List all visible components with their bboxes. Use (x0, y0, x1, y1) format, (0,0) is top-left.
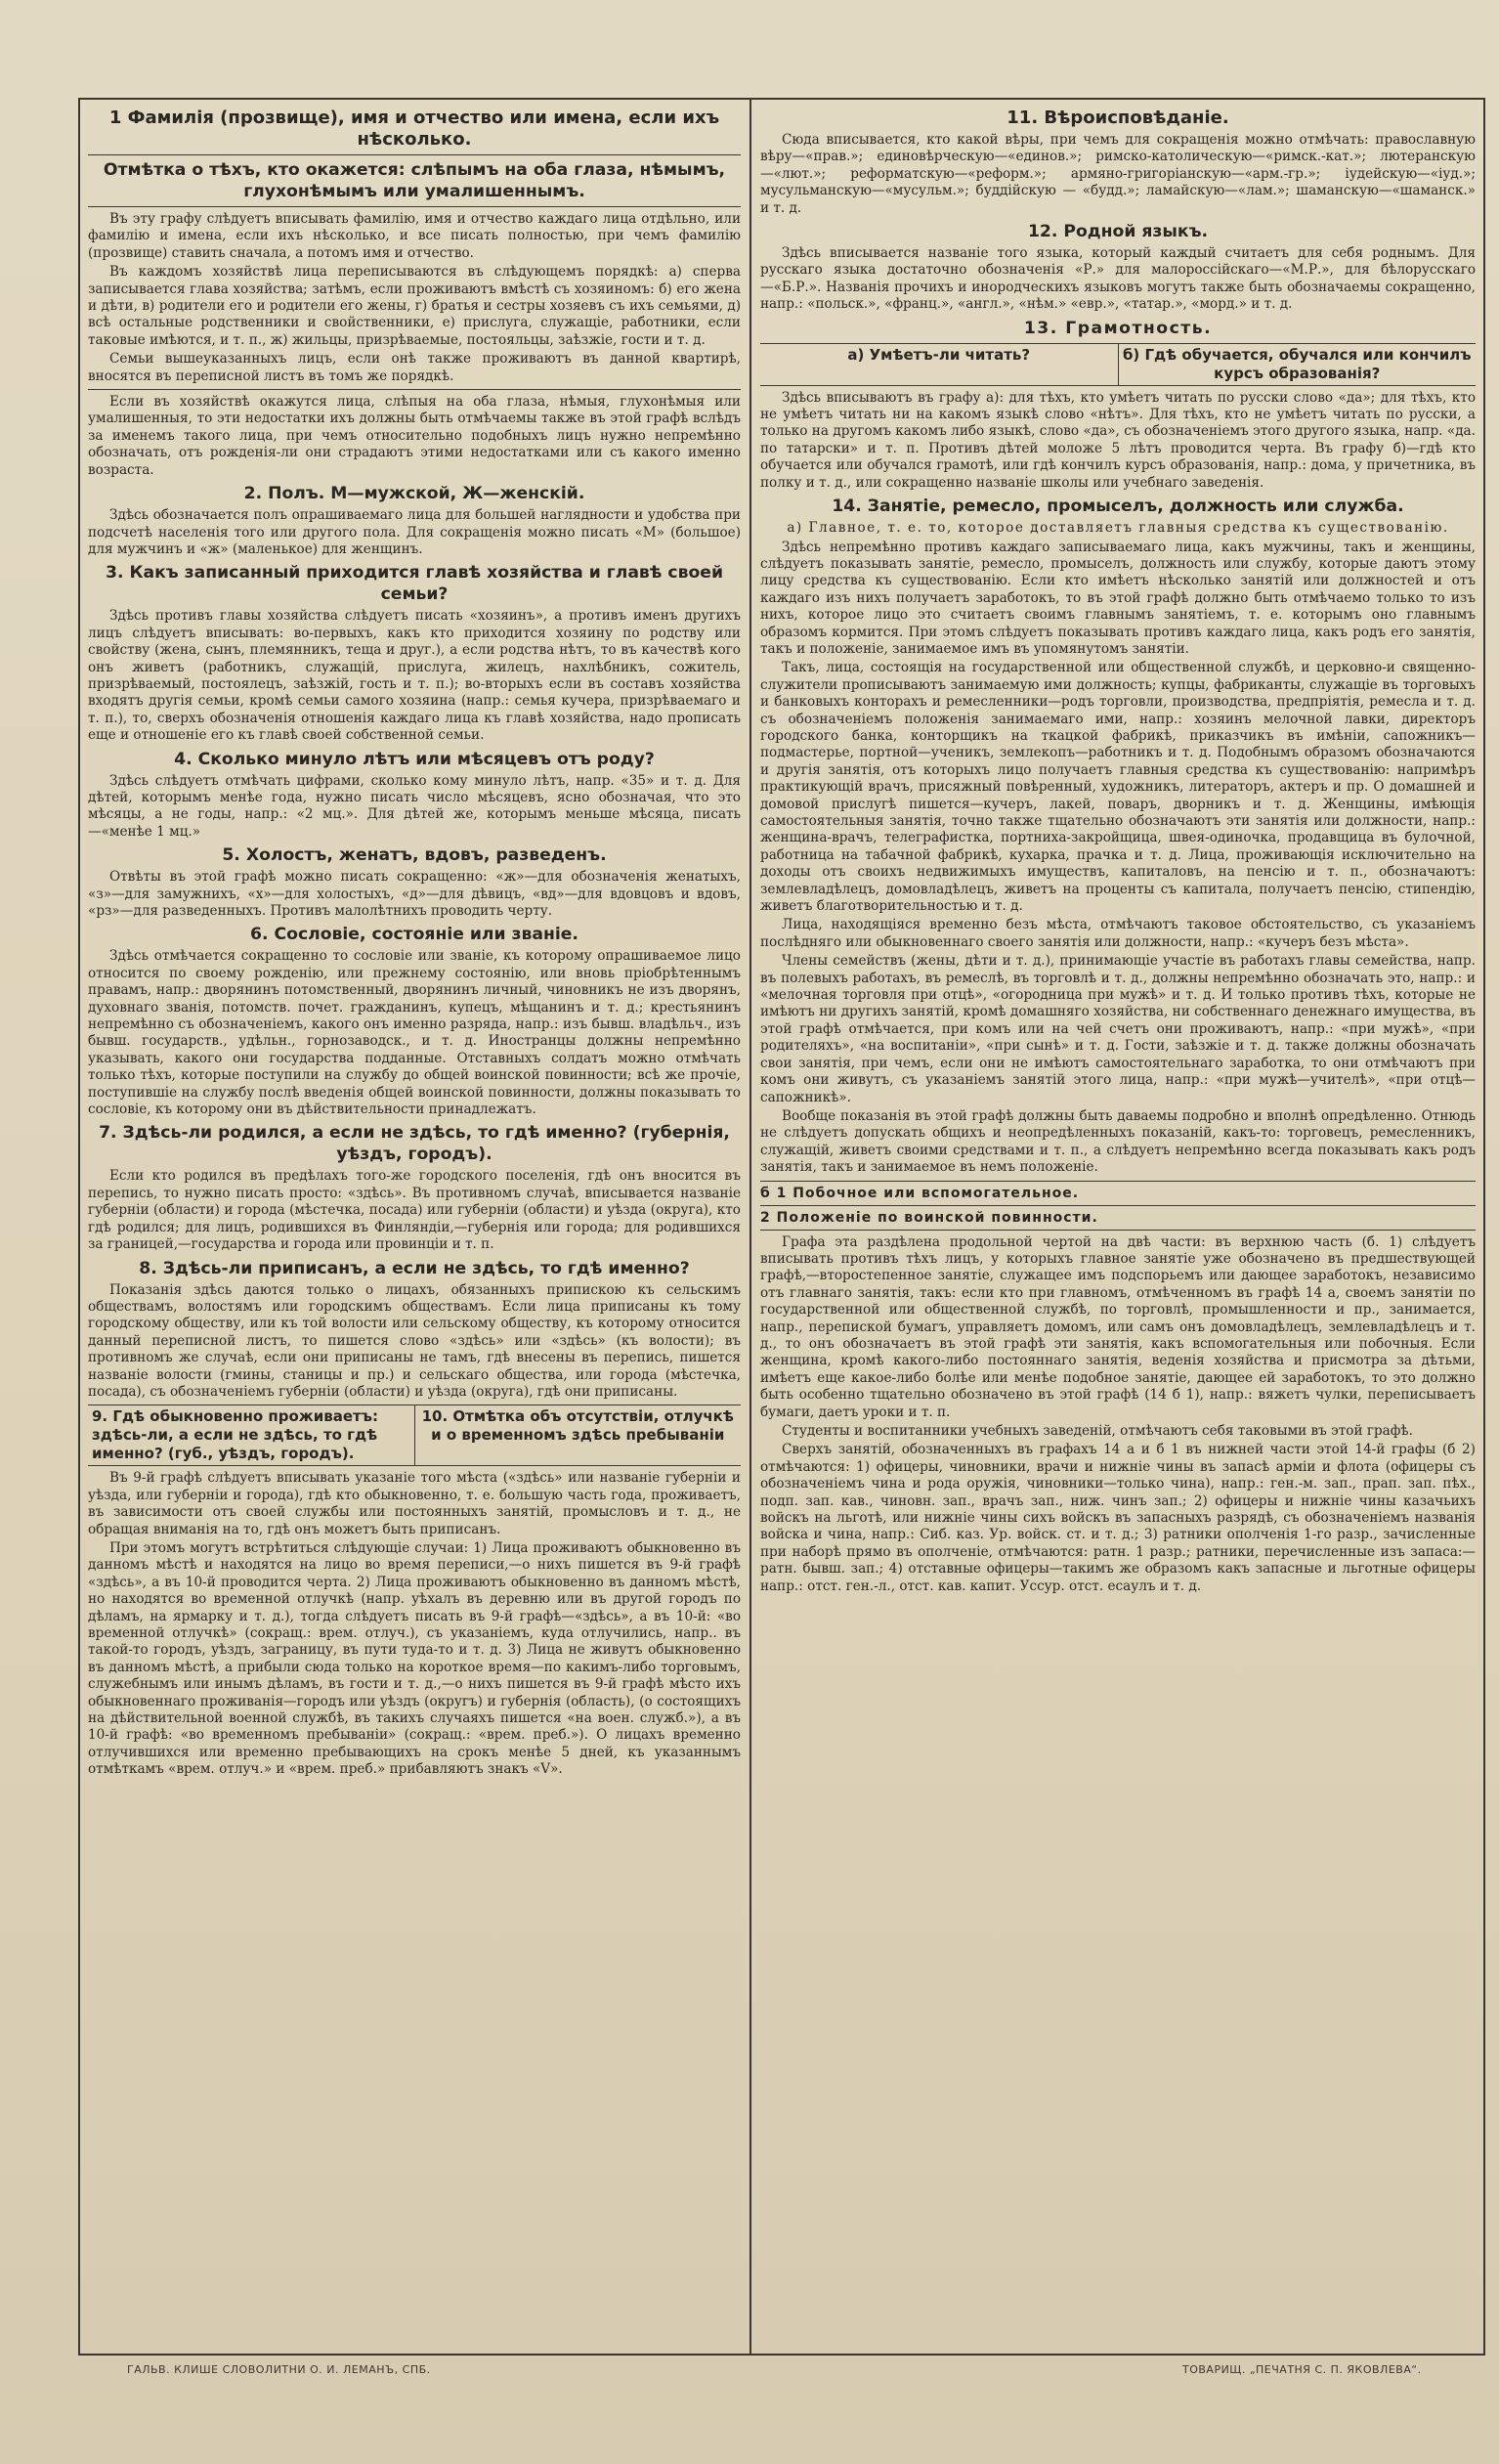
section-3-title: 3. Какъ записанный приходится главѣ хозяйства и главѣ своей семьи? (105, 563, 724, 605)
section-12-title: 12. Родной языкъ. (1027, 222, 1209, 242)
paragraph: Вообще показанія въ этой графѣ должны быть даваемы подробно и вполнѣ опредѣленно. Отнюдь не слѣдуетъ допускать общихъ и неопредѣленныхъ показаній, какъ-то: торговецъ, ремесленникъ, служащій, живетъ своими средствами и т. п., а слѣдуетъ непремѣнно всегда показывать какъ родъ занятія, такъ и занимаемое въ немъ положеніе. (760, 1107, 1476, 1176)
paragraph: Отвѣты въ этой графѣ можно писать сокращенно: «ж»—для обозначенія женатыхъ, «з»—для замужнихъ, «х»—для холостыхъ, «д»—для дѣвицъ, «вд»—для вдовцовъ и вдовъ, «рз»—для разведенныхъ. Противъ малолѣтнихъ проводить черту. (88, 869, 741, 919)
paragraph: Здѣсь слѣдуетъ отмѣчать цифрами, сколько кому минуло лѣтъ, напр. «35» и т. д. Для дѣтей, которымъ менѣе года, нужно писать число мѣсяцевъ, ясно обозначая, что это мѣсяцы, а не годы, напр.: «2 мц.». Для дѣтей же, которымъ меньше мѣсяца, писать—«менѣе 1 мц.» (88, 772, 741, 840)
paragraph: Члены семействъ (жены, дѣти и т. д.), принимающіе участіе въ работахъ главы семейства, напр. въ полевыхъ работахъ, въ ремеслѣ, въ торговлѣ и т. д., должны непремѣнно обозначать это, напр.: и «мелочная торговля при отцѣ», «огородница при мужѣ» и т. д. И только противъ тѣхъ, которые не имѣютъ ни другихъ занятій, кромѣ домашняго хозяйства, ни собственнаго денежнаго имущества, въ этой графѣ отмѣчается, при комъ или на чей счетъ они проживаютъ, напр.: «при мужѣ», «при родителяхъ», «на воспитаніи», «при сынѣ» и т. д. Гости, заѣзжіе и т. д. также должны обозначать свои занятія, при чемъ, если они не имѣютъ самостоятельнаго заработка, то они отмѣчаютъ при комъ они живутъ, съ указаніемъ занятій этого лица, напр.: «при мужѣ—учителѣ», «при отцѣ—сапожникѣ». (760, 953, 1476, 1105)
divider (88, 154, 741, 155)
section-13a-label: а) Умѣетъ-ли читать? (847, 345, 1031, 364)
paragraph: Здѣсь вписываютъ въ графу а): для тѣхъ, кто умѣетъ читать по русски слово «да»; для тѣхъ, кто не умѣетъ читать ни на какомъ языкѣ слово «нѣтъ». Для тѣхъ, кто не умѣетъ читать по русски, а только на другомъ какомъ либо языкѣ, слово «да», съ обозначеніемъ этого другого языка, напр. «да. по татарски» и т. п. Противъ дѣтей моложе 5 лѣтъ проводится черта. Въ графу б)—гдѣ кто обучается или обучался грамотѣ, или гдѣ кончилъ курсъ образованія, напр.: дома, у причетника, въ полку и т. д., или сокращенно названіе школы или учебнаго заведенія. (760, 389, 1476, 491)
section-2-title: 2. Полъ. М—мужской, Ж—женскій. (243, 484, 585, 504)
paragraph: Здѣсь отмѣчается сокращенно то сословіе или званіе, къ которому опрашиваемое лицо относится по своему рожденію, или прежнему состоянію, или вновь пріобрѣтеннымъ правамъ, напр.: дворянинъ потомственный, дворянинъ личный, чиновникъ не изъ дворянъ, духовнаго званія, потомств. почет. гражданинъ, купецъ, мѣщанинъ и т. д.; крестьянинъ непремѣнно съ обозначеніемъ, какого онъ именно разряда, напр.: изъ бывш. владѣльч., изъ бывш. государств., удѣльн., горнозаводск., и т. д. Иностранцы должны непремѣнно указывать, какого они государства подданные. Отставныхъ солдатъ можно отмѣчать только тѣхъ, которые поступили на службу до общей воинской повинности; всѣ же прочіе, поступившіе на службу послѣ введенія общей воинской повинности, должны показывать то сословіе, къ которому они въ дѣйствительности принадлежатъ. (88, 948, 741, 1118)
divider (760, 1230, 1476, 1231)
section-14a-label: а) Главное, т. е. то, которое доставляетъ главныя средства къ существованію. (787, 520, 1449, 537)
section-7-title: 7. Здѣсь-ли родился, а если не здѣсь, то гдѣ именно? (губернія, уѣздъ, городъ). (99, 1123, 730, 1165)
paragraph: Въ каждомъ хозяйствѣ лица переписываются въ слѣдующемъ порядкѣ: а) сперва записывается глава хозяйства; затѣмъ, если проживаютъ вмѣстѣ съ хозяиномъ: б) его жена и дѣти, в) родители его и родители его жены, г) братья и сестры хозяевъ съ ихъ семьями, д) всѣ остальные родственники и свойственники, е) прислуга, служащіе, работники, если таковые имѣются, и т. п., ж) жильцы, призрѣваемые, постояльцы, заѣзжіе, гости и т. д. (88, 264, 741, 348)
divider (88, 389, 741, 390)
paragraph: Здѣсь вписывается названіе того языка, который каждый считаетъ для себя роднымъ. Для русскаго языка достаточно обозначенія «Р.» для малороссійскаго—«М.Р.», для бѣлорусскаго—«Б.Р.». Названія прочихъ и инородческихъ языковъ могутъ также быть обозначаемы сокращенно, напр.: «польск.», «франц.», «англ.», «нѣм.» «евр.», «татар.», «морд.» и т. д. (760, 245, 1476, 313)
section-9-10-header (88, 1405, 741, 1466)
footer-left-imprint: ГАЛЬВ. КЛИШЕ СЛОВОЛИТНИ О. И. ЛЕМАНЪ, СПБ. (127, 2363, 431, 2376)
paragraph: Лица, находящіяся временно безъ мѣста, отмѣчаютъ таковое обстоятельство, съ указаніемъ послѣдняго или обыкновеннаго своего занятія или должности, напр.: «кучеръ безъ мѣста». (760, 917, 1476, 950)
paragraph: Если кто родился въ предѣлахъ того-же городского поселенія, гдѣ онъ вносится въ перепись, то нужно писать просто: «здѣсь». Въ противномъ случаѣ, вписывается названіе губерніи (области) и города (мѣстечка, посада) или губерніи (области) и уѣзда (округа), кто гдѣ родился; для лицъ, родившихся въ Финляндіи,—губернія или города; для родившихся за границей,—государства и города или провинціи и т. п. (88, 1168, 741, 1253)
section-13-subheader (760, 343, 1476, 386)
section-11-title: 11. Вѣроисповѣданіе. (1006, 108, 1229, 128)
paragraph: Здѣсь противъ главы хозяйства слѣдуетъ писать «хозяинъ», а противъ именъ другихъ лицъ слѣдуетъ вписывать: во-первыхъ, какъ кто приходится хозяину по родству или свойству (жена, сынъ, племянникъ, теща и друг.), а если родства нѣтъ, то въ качествѣ кого онъ живетъ (работникъ, служащій, прислуга, жилецъ, нахлѣбникъ, сожитель, призрѣваемый, постоялецъ, заѣзжій, гость и т. п.); во-вторыхъ если въ составъ хозяйства входятъ другія семьи, кромѣ семьи самого хозяина (напр.: семья кучера, призрѣваемаго и т. п.), то, сверхъ обозначенія отношенія каждаго лица къ главѣ хозяйства, надо прописать еще и отношеніе его къ главѣ своей собственной семьи. (88, 608, 741, 744)
section-6-title: 6. Сословіе, состояніе или званіе. (250, 925, 578, 945)
section-10-title: 10. Отмѣтка объ отсутствіи, отлучкѣ и о временномъ здѣсь пребываніи (414, 1405, 742, 1465)
section-14b1-label: б 1 Побочное или вспомогательное. (760, 1185, 1080, 1201)
paragraph: Студенты и воспитанники учебныхъ заведеній, отмѣчаютъ себя таковыми въ этой графѣ. (782, 1423, 1413, 1439)
section-1-title: 1 Фамилія (прозвище), имя и отчество или имена, если ихъ нѣсколько. (108, 108, 720, 150)
section-8-title: 8. Здѣсь-ли приписанъ, а если не здѣсь, то гдѣ именно? (139, 1258, 690, 1278)
paragraph: Сюда вписывается, кто какой вѣры, при чемъ для сокращенія можно отмѣчать: православную вѣру—«прав.»; единовѣрческую—«единов.»; римско-католическую—«римск.-кат.»; лютеранскую—«лют.»; реформатскую—«реформ.»; армяно-григоріанскую—«арм.-гр.»; іудейскую—«іуд.»; мусульманскую—«мусульм.»; буддійскую — «будд.»; ламайскую—«лам.»; шаманскую—«шаманск.» и т. д. (760, 132, 1476, 216)
paragraph: Здѣсь обозначается полъ опрашиваемаго лица для большей наглядности и удобства при подсчетѣ населенія того или другого пола. Для сокращенія можно писать «М» (большое) для мужчинъ и «ж» (маленькое) для женщинъ. (88, 507, 741, 557)
divider (760, 1181, 1476, 1182)
section-14-title: 14. Занятіе, ремесло, промыселъ, должность или служба. (832, 497, 1404, 517)
paragraph: Такъ, лица, состоящія на государственной или общественной службѣ, и церковно-и священно-служители прописываютъ занимаемую ими должность; купцы, фабриканты, служащіе въ торговыхъ и банковыхъ конторахъ и ремесленники—родъ торговли, производства, предпріятія, ремесла и т. д. съ обозначеніемъ положенія занимаемаго ими, напр.: хозяинъ мелочной лавки, директоръ городского банка, конторщикъ на ткацкой фабрикѣ, приказчикъ въ имѣніи, сапожникъ—подмастерье, портной—ученикъ, землекопъ—работникъ и т. д. Подобнымъ образомъ обозначаются и другія занятія, отъ которыхъ лицо получаетъ главныя средства къ существованію: напримѣръ практикующій врачъ, присяжный повѣренный, художникъ, литераторъ, актеръ и пр. О домашней и домовой прислугѣ пишется—кучеръ, лакей, поваръ, дворникъ и т. д. Женщины, имѣющія самостоятельныя занятія, точно также тщательно обозначаютъ эти занятія или должности, напр.: женщина-врачъ, телеграфистка, портниха-закройщица, швея-одиночка, продавщица въ булочной, работница на табачной фабрикѣ, кухарка, прачка и т. д. Лица, проживающія исключительно на доходы отъ своихъ недвижимыхъ имуществъ, капиталовъ, на пенсію и т. п., обозначаютъ: землевладѣлецъ, домовладѣлецъ, живетъ на проценты съ капитала, получаетъ пенсію, стипендію, живетъ благотворительностью и т. д. (760, 660, 1476, 915)
section-4-title: 4. Сколько минуло лѣтъ или мѣсяцевъ отъ роду? (174, 749, 655, 769)
paragraph: Если въ хозяйствѣ окажутся лица, слѣпыя на оба глаза, нѣмыя, глухонѣмыя или умалишенныя, то эти недостатки ихъ должны быть отмѣчаемы также въ этой графѣ вслѣдъ за именемъ такого лица, при чемъ относительно подобныхъ лицъ нужно непремѣнно обозначать, отъ рожденія-ли они страдаютъ этими недостатками или съ какого именно возраста. (88, 394, 741, 478)
paragraph: Графа эта раздѣлена продольной чертой на двѣ части: въ верхнюю часть (б. 1) слѣдуетъ вписывать противъ тѣхъ лицъ, у которыхъ главное занятіе уже обозначено въ предшествующей графѣ,—второстепенное занятіе, служащее имъ подспорьемъ или дающее заработокъ, независимо отъ главнаго занятія, такъ: если кто при главномъ, отмѣченномъ въ графѣ 14 а, своемъ занятіи по государственной или общественной службѣ, по торговлѣ, промышленности и пр., занимается, напр., перепиской бумагъ, управляетъ домомъ, или самъ онъ домовладѣлецъ, землевладѣлецъ и т. д., то онъ обозначаетъ въ этой графѣ эти занятія, какъ вспомогательныя или побочныя. Если женщина, кромѣ какого-либо постояннаго занятія, веденія хозяйства и присмотра за дѣтьми, имѣетъ еще какое-либо болѣе или менѣе подобное занятіе, дающее ей заработокъ, то это должно быть особенно тщательно обозначено въ этой графѣ (14 б 1), напр.: вяжетъ чулки, переписываетъ бумаги, даетъ уроки и т. п. (760, 1233, 1476, 1420)
section-13b-label: б) Гдѣ обучается, обучался или кончилъ курсъ образованія? (1118, 344, 1477, 385)
column-divider (750, 98, 751, 2356)
paragraph: Семьи вышеуказанныхъ лицъ, если онѣ также проживаютъ въ данной квартирѣ, вносятся въ переписной листъ въ томъ же порядкѣ. (88, 351, 741, 384)
left-column (88, 104, 741, 2348)
divider (88, 206, 741, 207)
paragraph: Въ эту графу слѣдуетъ вписывать фамилію, имя и отчество каждаго лица отдѣльно, или фамилію и имена, если ихъ нѣсколько, и все писать полностью, при чемъ фамилію (прозвище) ставить сначала, а потомъ имя и отчество. (88, 211, 741, 261)
section-5-title: 5. Холостъ, женатъ, вдовъ, разведенъ. (222, 845, 607, 866)
right-column (760, 104, 1476, 2348)
section-9-title: 9. Гдѣ обыкновенно проживаетъ: здѣсь-ли, а если не здѣсь, то гдѣ именно? (губ., уѣздъ, городъ). (92, 1407, 378, 1463)
footer-right-imprint: ТОВАРИЩ. „ПЕЧАТНЯ С. П. ЯКОВЛЕВА“. (1182, 2363, 1422, 2376)
divider (760, 1205, 1476, 1206)
paragraph: Сверхъ занятій, обозначенныхъ въ графахъ 14 а и б 1 въ нижней части этой 14-й графы (б 2) отмѣчаются: 1) офицеры, чиновники, врачи и нижніе чины въ запасѣ арміи и флота (офицеры съ обозначеніемъ чина и рода оружія, чиновники—только чина), напр.: ген.-м. зап., прап. зап. пѣх., подп. зап. кав., чиновн. зап., врачъ зап., ниж. чинъ зап.; 2) офицеры и нижніе чины казачьихъ войскъ на льготѣ, или нижніе чины сихъ войскъ въ запасныхъ разрядѣ, съ обозначеніемъ названія войска и чина, напр.: Сиб. каз. Ур. войск. ст. и т. д.; 3) ратники ополченія 1-го разр., зачисленные при наборѣ прямо въ ополченіе, отмѣчаются: ратн. 1 разр.; ратники, перечисленные изъ запаса:—ратн. бывш. зап.; 4) отставные офицеры—такимъ же образомъ какъ запасные и льготные офицеры напр.: отст. ген.-л., отст. кав. капит. Уссур. отст. есаулъ и т. д. (760, 1442, 1476, 1594)
paragraph: Показанія здѣсь даются только о лицахъ, обязанныхъ припискою къ сельскимъ обществамъ, волостямъ или городскимъ обществамъ. Если лица приписаны къ тому городскому обществу, или къ той волости или сельскому обществу, къ которому относится данный переписной листъ, то пишется слово «здѣсь» или «здѣсь» (къ волости); въ противномъ же случаѣ, если они приписаны не тамъ, гдѣ внесены въ перепись, пишется названіе волости (гмины, станицы и пр.) и сельскаго общества, или города (мѣстечка, посада), съ обозначеніемъ губерніи (области) и уѣзда (округа), гдѣ они приписаны. (88, 1281, 741, 1400)
paragraph: При этомъ могутъ встрѣтиться слѣдующіе случаи: 1) Лица проживаютъ обыкновенно въ данномъ мѣстѣ и находятся на лицо во время переписи,—о нихъ пишется въ 9-й графѣ «здѣсь», а въ 10-й проводится черта. 2) Лица проживаютъ обыкновенно въ данномъ мѣстѣ, но находятся во временной отлучкѣ (напр. уѣхалъ въ деревню или въ другой городъ по дѣламъ, на ярмарку и т. д.), тогда слѣдуетъ писать въ 9-й графѣ—«здѣсь», а въ 10-й: «во временной отлучкѣ» (сокращ.: врем. отлуч.), съ указаніемъ, куда отлучились, напр.. въ такой-то городъ, уѣздъ, заграницу, въ пути туда-то и т. д. 3) Лица не живутъ обыкновенно въ данномъ мѣстѣ, а прибыли сюда только на короткое время—по какимъ-либо торговымъ, служебнымъ или инымъ дѣламъ, въ гости и т. д.,—о нихъ пишется въ 9-й графѣ мѣсто ихъ обыкновеннаго проживанія—городъ или уѣздъ (округъ) и губернія (область), (о состоящихъ на дѣйствительной военной службѣ, въ такихъ случаяхъ пишется «на воен. служб.»), а въ 10-й графѣ: «во временномъ пребываніи» (сокращ.: «врем. преб.»). О лицахъ временно отлучившихся или временно пребывающихъ на срокъ менѣе 5 дней, къ указаннымъ отмѣткамъ «врем. отлуч.» и «врем. преб.» прибавляютъ знакъ «V». (88, 1539, 741, 1778)
paragraph: Въ 9-й графѣ слѣдуетъ вписывать указаніе того мѣста («здѣсь» или названіе губерніи и уѣзда, или губерніи и города), гдѣ кто обыкновенно, т. е. большую часть года, проживаетъ, въ зависимости отъ своей службы или постоянныхъ занятій, промысловъ и т. д., не обращая вниманія на то, гдѣ онъ можетъ быть приписанъ. (88, 1470, 741, 1537)
section-13-title: 13. Грамотность. (1023, 318, 1213, 338)
section-14b2-label: 2 Положеніе по воинской повинности. (760, 1209, 1098, 1226)
paragraph: Здѣсь непремѣнно противъ каждаго записываемаго лица, какъ мужчины, такъ и женщины, слѣдуетъ показывать занятіе, ремесло, промыселъ, должность или службу, которые даютъ этому лицу средства къ существованію. Если кто имѣетъ нѣсколько занятій или должностей и отъ каждаго изъ нихъ получаетъ заработокъ, то въ этой графѣ должно быть отмѣчаемо только то изъ нихъ, которое лицо это считаетъ своимъ главнымъ занятіемъ, т. е. которымъ оно главнымъ образомъ кормится. При этомъ слѣдуетъ показывать противъ каждаго лица, какъ родъ его занятія, такъ и положеніе, занимаемое имъ въ упомянутомъ занятіи. (760, 539, 1476, 657)
section-1-subtitle: Отмѣтка о тѣхъ, кто окажется: слѣпымъ на оба глаза, нѣмымъ, глухонѣмымъ или умалишеннымъ. (103, 160, 726, 201)
